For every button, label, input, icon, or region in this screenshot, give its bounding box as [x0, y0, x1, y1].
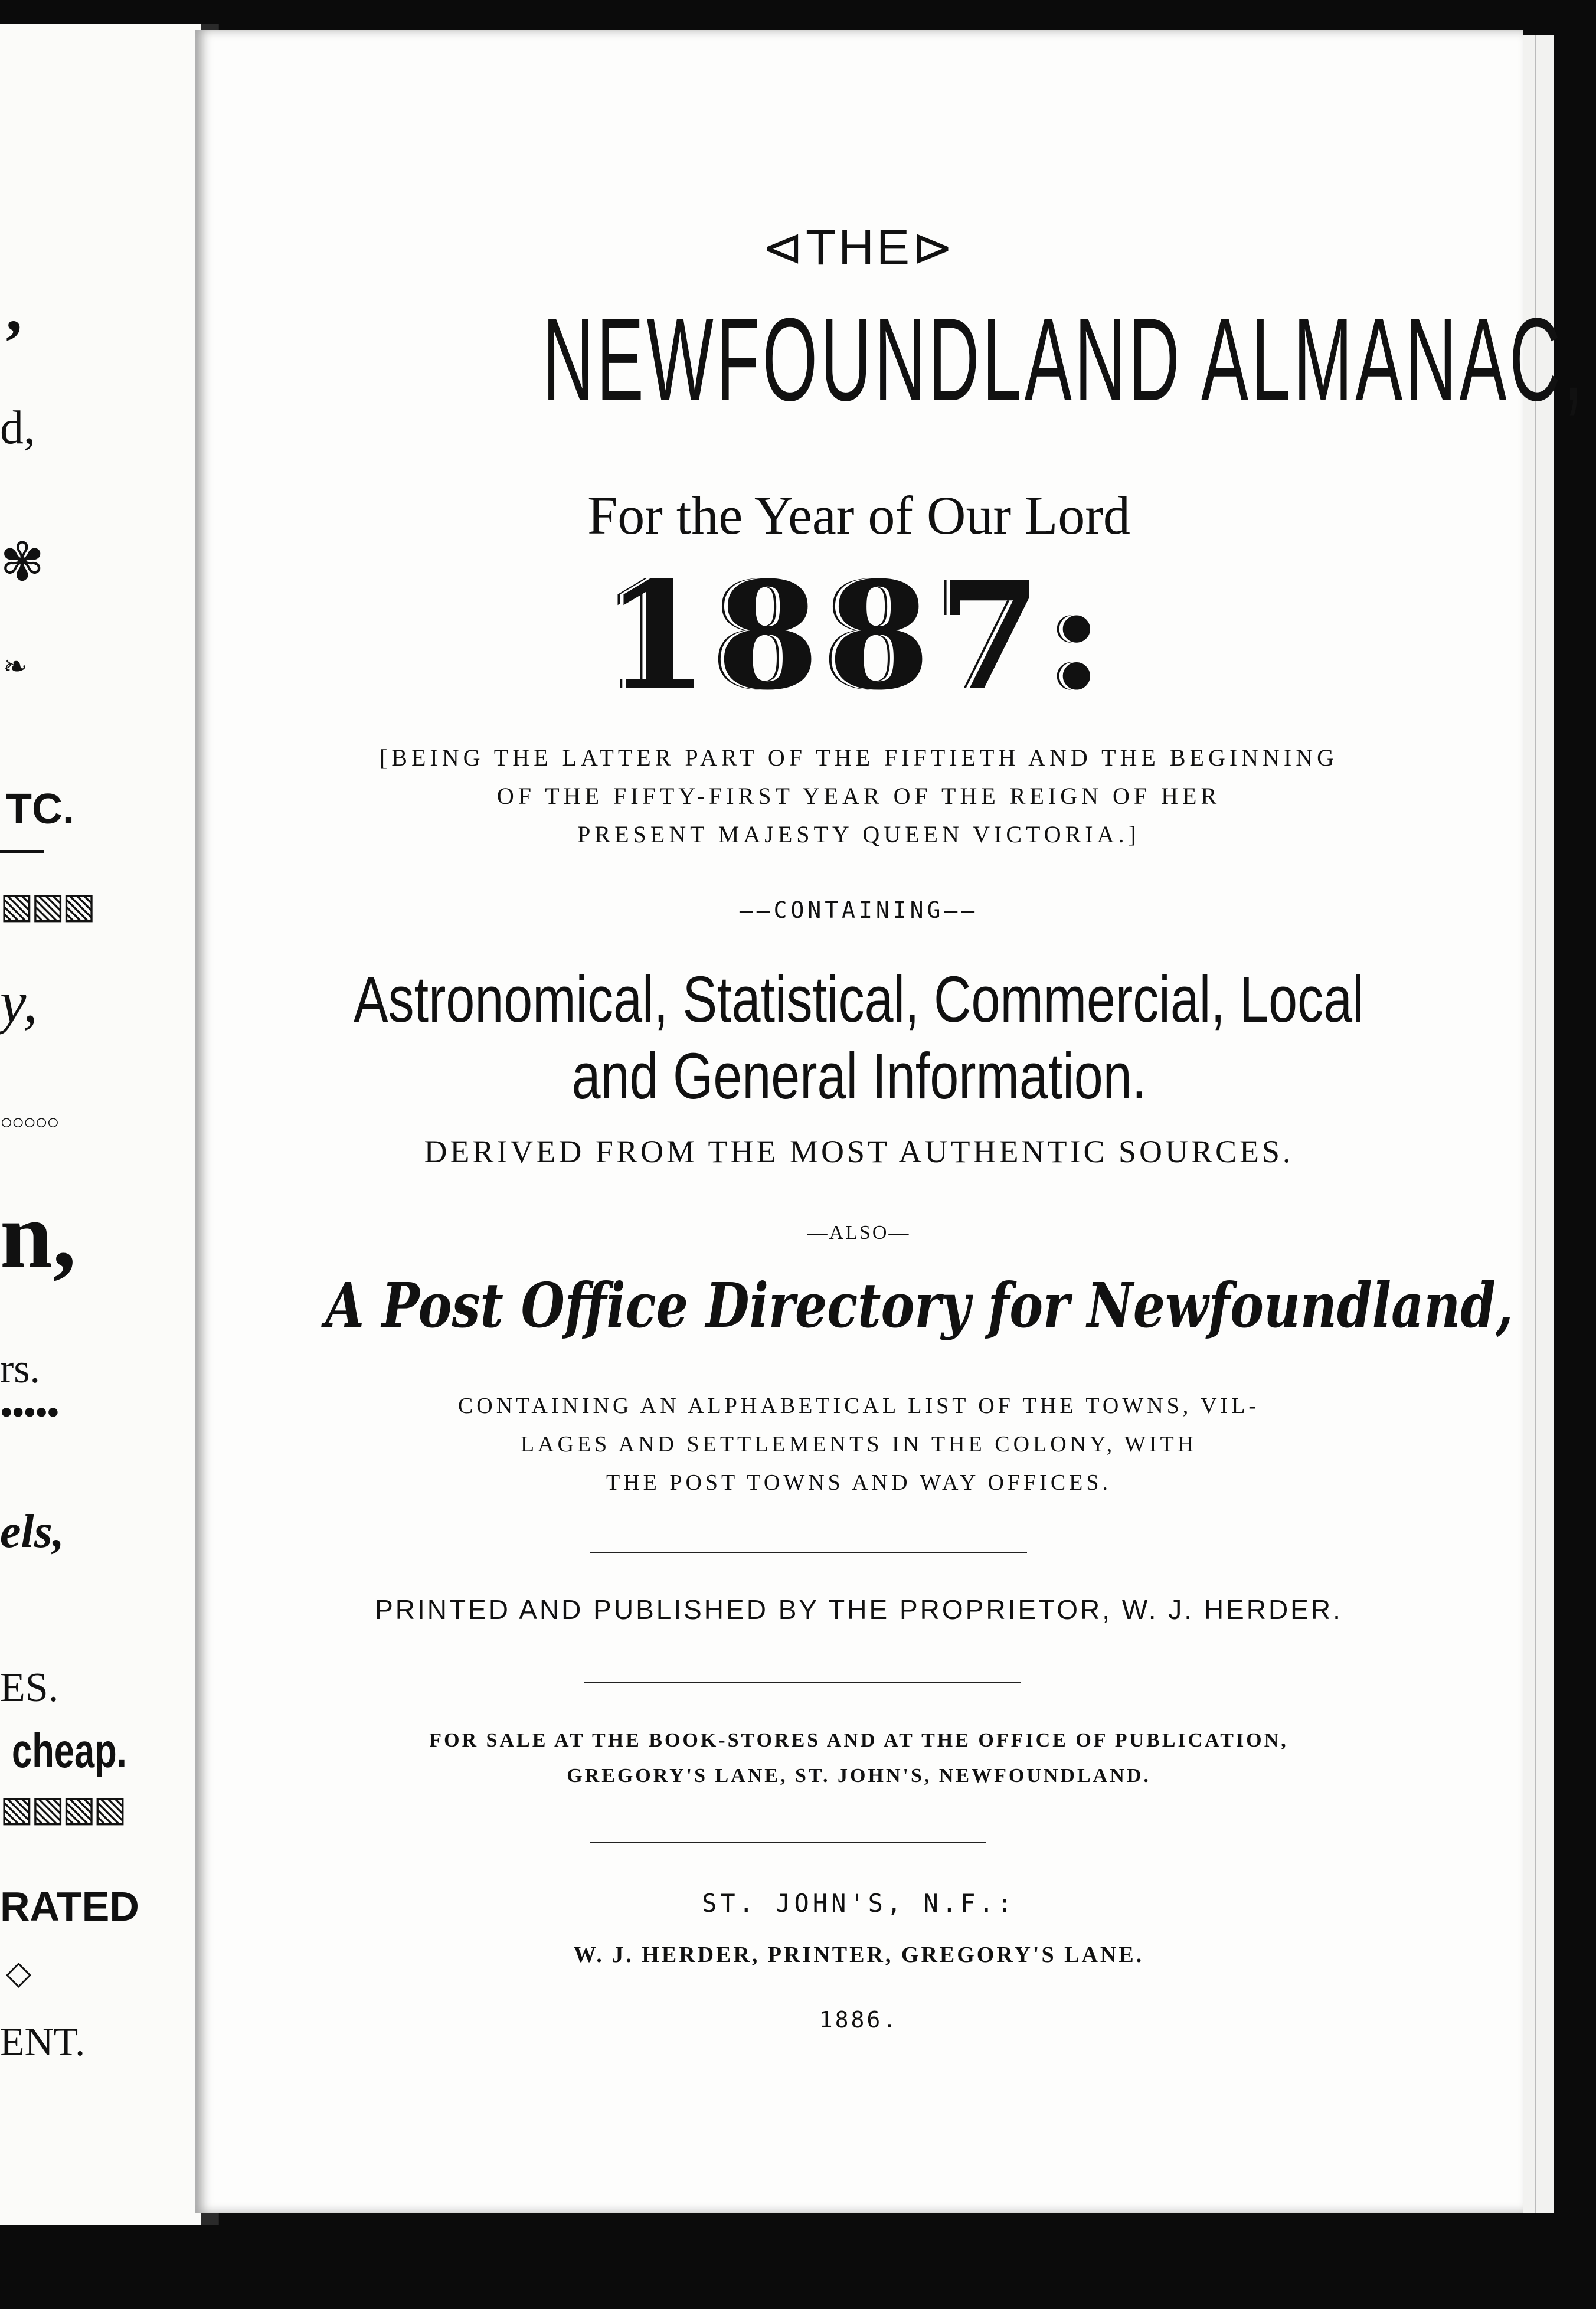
facing-text-9: cheap. — [12, 1724, 127, 1778]
left-ornament-icon: ⊲ — [761, 221, 806, 276]
directory-note-line-3: THE POST TOWNS AND WAY OFFICES. — [606, 1470, 1112, 1495]
facing-text-5: n, — [0, 1182, 76, 1287]
also-line: —ALSO— — [807, 1222, 911, 1244]
directory-title: A Post Office Directory for Newfoundland, — [325, 1269, 1513, 1342]
containing-line — [195, 897, 1523, 923]
info-line-1: Astronomical, Statistical, Commercial, Local — [354, 963, 1364, 1036]
sale-line-1: FOR SALE AT THE BOOK-STORES AND AT THE OFFICE OF PUBLICATION, — [429, 1729, 1288, 1751]
facing-page — [0, 24, 219, 2225]
info-line-2: and General Information. — [571, 1040, 1146, 1113]
facing-rule — [0, 850, 44, 853]
ornament-band-2: ▧▧▧▧ — [0, 1790, 125, 1829]
facing-text-7: els, — [0, 1506, 64, 1558]
year-heading: 1887: — [605, 549, 1113, 722]
ornament-chain-1: ○○○○○ — [0, 1110, 58, 1134]
printer-line: W. J. HERDER, PRINTER, GREGORY'S LANE. — [573, 1942, 1144, 1967]
main-title: NEWFOUNDLAND ALMANAC, — [542, 294, 1586, 426]
ornament-small: ❧ — [3, 650, 28, 683]
the-label: THE — [806, 220, 912, 275]
publisher-line: PRINTED AND PUBLISHED BY THE PROPRIETOR, W. J. HERDER. — [375, 1594, 1343, 1625]
reign-note-line-3: PRESENT MAJESTY QUEEN VICTORIA.] — [577, 821, 1140, 848]
imprint-year: 1886. — [819, 2007, 899, 2033]
ornament-flourish: ✾ — [0, 534, 45, 592]
derived-line: DERIVED FROM THE MOST AUTHENTIC SOURCES. — [424, 1134, 1294, 1169]
rule-left: —— — [739, 897, 774, 923]
rule-2 — [584, 1682, 1021, 1683]
sale-line-2: GREGORY'S LANE, ST. JOHN'S, NEWFOUNDLAND. — [567, 1765, 1151, 1787]
directory-note-line-1: CONTAINING AN ALPHABETICAL LIST OF THE TOWNS, VIL- — [457, 1394, 1260, 1418]
diamond-icon: ◇ — [6, 1955, 32, 1991]
rule-3 — [590, 1842, 986, 1843]
rule-1 — [590, 1552, 1027, 1553]
containing-label: CONTAINING — [773, 897, 944, 923]
reign-note-line-1: [BEING THE LATTER PART OF THE FIFTIETH AND THE BEGINNING — [379, 744, 1339, 771]
facing-text-4: y, — [0, 969, 38, 1035]
title-page — [195, 30, 1586, 2213]
directory-note-line-2: LAGES AND SETTLEMENTS IN THE COLONY, WITH — [520, 1432, 1198, 1457]
facing-text-11: ENT. — [0, 2019, 86, 2064]
imprint-place: ST. JOHN'S, N.F.: — [702, 1889, 1016, 1918]
rule-right: —— — [944, 897, 979, 923]
right-ornament-icon: ⊳ — [912, 221, 956, 276]
facing-text-2: d, — [0, 402, 35, 454]
reign-note-line-2: OF THE FIFTY-FIRST YEAR OF THE REIGN OF HER — [496, 783, 1221, 809]
facing-text-10: RATED — [0, 1883, 139, 1929]
facing-text-1: , — [6, 273, 22, 345]
ornament-chain-2: ●●●●● — [0, 1399, 58, 1423]
for-year-line: For the Year of Our Lord — [587, 485, 1130, 545]
facing-text-6: rs. — [0, 1346, 41, 1392]
the-heading — [195, 218, 1523, 277]
ornament-band-1: ▧▧▧ — [0, 887, 94, 925]
facing-text-8: ES. — [0, 1665, 59, 1711]
facing-text-3: TC. — [6, 786, 74, 833]
